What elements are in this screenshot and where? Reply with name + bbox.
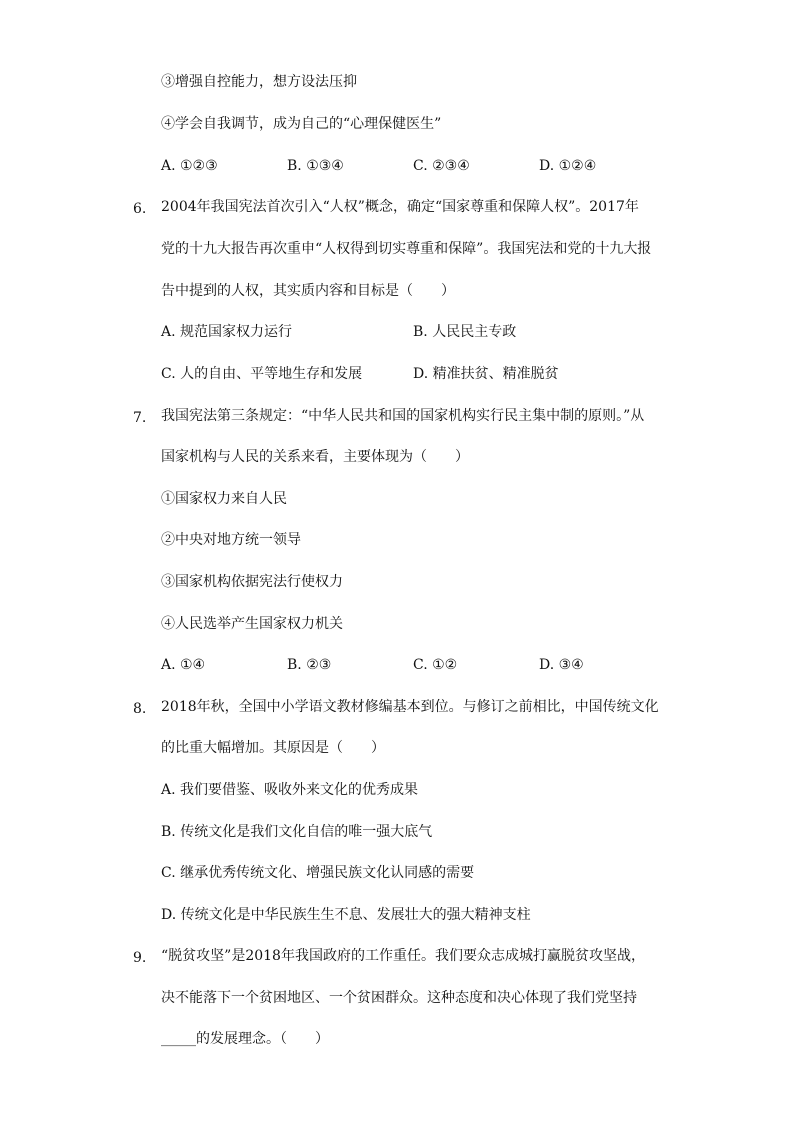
q5-option-b: B. ①③④ <box>287 158 344 174</box>
q6-number: 6. <box>133 201 147 217</box>
q7-option-b: B. ②③ <box>287 657 332 673</box>
q8-stem-line-1: 2018年秋，全国中小学语文教材修编基本到位。与修订之前相比，中国传统文化 <box>161 699 659 715</box>
q8-option-b: B. 传统文化是我们文化自信的唯一强大底气 <box>161 824 433 840</box>
q7-item-2: ②中央对地方统一领导 <box>161 532 301 548</box>
q7-item-1: ①国家权力来自人民 <box>161 491 287 507</box>
q7-item-4: ④人民选举产生国家权力机关 <box>161 616 343 632</box>
q6-option-d: D. 精准扶贫、精准脱贫 <box>413 366 559 382</box>
q5-item-3: ③增强自控能力，想方设法压抑 <box>161 74 357 90</box>
q6-option-b: B. 人民民主专政 <box>413 324 517 340</box>
q9-stem-line-2: 决不能落下一个贫困地区、一个贫困群众。这种态度和决心体现了我们党坚持 <box>161 990 637 1006</box>
q7-number: 7. <box>133 410 147 426</box>
q7-item-3: ③国家机构依据宪法行使权力 <box>161 574 343 590</box>
q5-option-a: A. ①②③ <box>161 158 218 174</box>
q6-stem-line-3: 告中提到的人权，其实质内容和目标是（ ） <box>161 283 455 299</box>
q7-option-c: C. ①② <box>413 657 458 673</box>
q9-stem-line-3: _____的发展理念。（ ） <box>161 1031 329 1047</box>
q5-item-4: ④学会自我调节，成为自己的“心理保健医生” <box>161 116 442 132</box>
q9-stem-line-1: “脱贫攻坚”是2018年我国政府的工作重任。我们要众志成城打赢脱贫攻坚战， <box>161 948 645 964</box>
q5-option-d: D. ①②④ <box>539 158 597 174</box>
q7-stem-line-2: 国家机构与人民的关系来看，主要体现为（ ） <box>161 449 469 465</box>
q7-stem-line-1: 我国宪法第三条规定：“中华人民共和国的国家机构实行民主集中制的原则。”从 <box>161 408 645 424</box>
q7-option-d: D. ③④ <box>539 657 584 673</box>
q8-option-d: D. 传统文化是中华民族生生不息、发展壮大的强大精神支柱 <box>161 907 531 923</box>
q6-stem-line-2: 党的十九大报告再次重申“人权得到切实尊重和保障”。我国宪法和党的十九大报 <box>161 241 652 257</box>
q6-option-c: C. 人的自由、平等地生存和发展 <box>161 366 363 382</box>
q8-stem-line-2: 的比重大幅增加。其原因是（ ） <box>161 740 385 756</box>
q8-option-c: C. 继承优秀传统文化、增强民族文化认同感的需要 <box>161 865 475 881</box>
q7-option-a: A. ①④ <box>161 657 206 673</box>
q6-stem-line-1: 2004年我国宪法首次引入“人权”概念，确定“国家尊重和保障人权”。2017年 <box>161 199 639 215</box>
q8-number: 8. <box>133 701 147 717</box>
q8-option-a: A. 我们要借鉴、吸收外来文化的优秀成果 <box>161 782 419 798</box>
q9-number: 9. <box>133 950 147 966</box>
q6-option-a: A. 规范国家权力运行 <box>161 324 293 340</box>
q5-option-c: C. ②③④ <box>413 158 470 174</box>
